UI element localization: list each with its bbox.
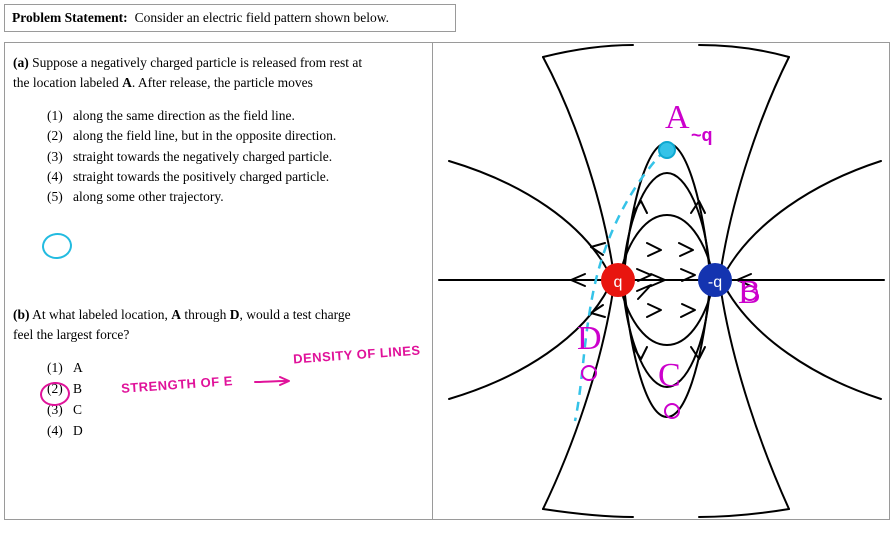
problem-statement-text: Consider an electric field pattern shown below. [134, 10, 390, 25]
choice-a-2-num: (2) [47, 128, 63, 144]
problem-statement-bar [4, 4, 456, 32]
part-b-label-first: A [171, 307, 181, 322]
ink-circle-choice-a5 [41, 231, 74, 260]
negative-charge-label: -q [707, 274, 723, 291]
questions-column [5, 43, 432, 519]
choice-a-1-text: along the same direction as the field line. [73, 108, 295, 124]
part-b-text-2: through [184, 307, 227, 322]
choice-a-1[interactable] [47, 106, 420, 126]
electric-dipole-field-lines [433, 43, 890, 519]
choice-b-4[interactable] [47, 421, 423, 442]
part-a-location-label: A [122, 74, 132, 90]
part-b-text-1: At what labeled location, [32, 307, 168, 322]
choice-a-1-num: (1) [47, 108, 63, 124]
right-arrow-icon [253, 373, 295, 389]
choice-b-3[interactable] [47, 400, 423, 421]
ink-note-density: DENSITY OF LINES [292, 342, 422, 367]
location-markers [582, 286, 757, 418]
point-D-label: D [577, 320, 602, 357]
released-particle [659, 142, 675, 158]
part-a-tag: (a) [13, 55, 29, 70]
part-b-tag: (b) [13, 307, 30, 322]
part-a-text-3: . After release, the particle moves [131, 74, 313, 90]
part-a-text-2: the location labeled [13, 74, 119, 90]
choice-a-3-text: straight towards the negatively charged particle. [73, 148, 333, 164]
choice-a-3[interactable] [47, 147, 420, 167]
point-A-label: A [665, 99, 690, 136]
part-b-text-3: , would a test charge [239, 307, 351, 322]
charge-sign-note: ~q [691, 125, 713, 145]
part-a-choices [47, 106, 420, 207]
point-C-label: C [658, 357, 681, 394]
choice-b-4-text: D [73, 422, 83, 438]
choice-b-3-text: C [73, 401, 83, 417]
choice-a-4[interactable] [47, 167, 420, 187]
content-box [4, 42, 890, 520]
choice-b-2-num: (2) [47, 381, 63, 397]
choice-b-3-num: (3) [47, 401, 63, 417]
part-a-stem [13, 53, 420, 92]
choice-b-2[interactable] [47, 379, 423, 400]
choice-a-5-num: (5) [47, 189, 63, 205]
part-b-text-4: feel the largest force? [13, 326, 130, 342]
ink-note-strength: STRENGTH OF E [120, 373, 234, 396]
choice-a-2-text: along the field line, but in the opposite direction. [73, 128, 337, 144]
point-B-label: B [738, 274, 761, 311]
choice-a-3-num: (3) [47, 148, 63, 164]
part-a-text-1: Suppose a negatively charged particle is released from rest at [32, 55, 363, 70]
choice-b-1-text: A [73, 360, 83, 376]
choice-a-2[interactable] [47, 126, 420, 146]
problem-statement-label: Problem Statement: [12, 10, 128, 25]
part-b-choices [47, 358, 423, 442]
choice-a-4-text: straight towards the positively charged particle. [73, 168, 330, 184]
choice-b-1-num: (1) [47, 360, 63, 376]
part-b-label-last: D [229, 307, 240, 322]
positive-charge-label: q [613, 274, 623, 291]
choice-a-5-text: along some other trajectory. [73, 189, 224, 205]
choice-a-4-num: (4) [47, 168, 63, 184]
figure-column [433, 43, 890, 519]
choice-b-2-text: B [73, 381, 83, 397]
choice-b-4-num: (4) [47, 422, 63, 438]
choice-a-5[interactable] [47, 187, 420, 207]
